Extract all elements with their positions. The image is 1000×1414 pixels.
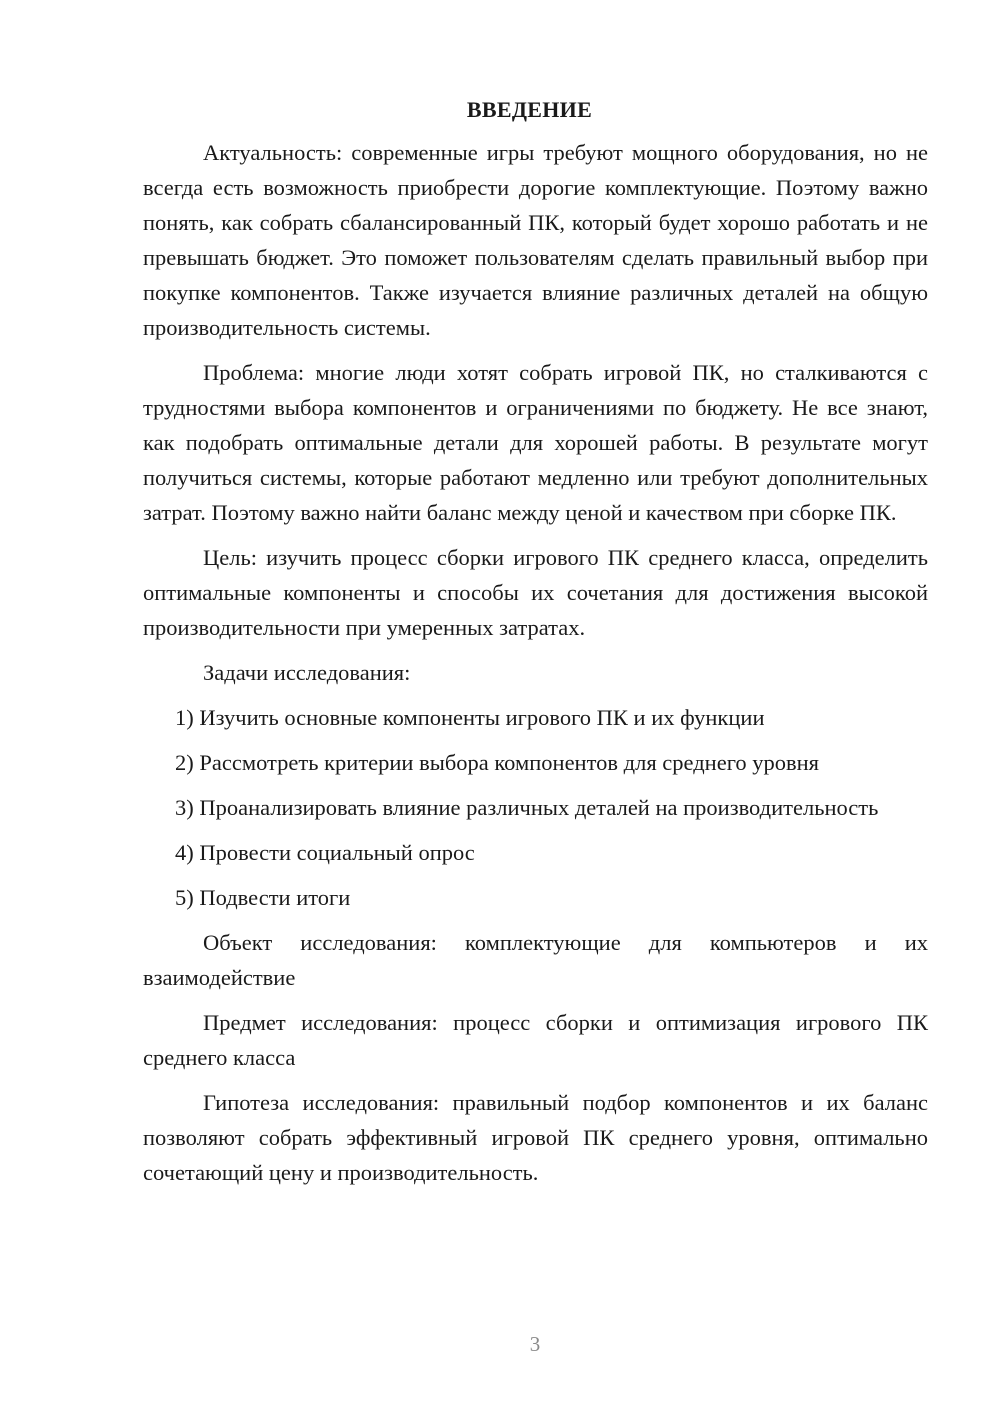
page-number: 3 — [529, 1332, 541, 1356]
tasks-heading: Задачи исследования: — [203, 660, 411, 685]
relevance-paragraph: Актуальность: современные игры требуют мощного оборудования, но не всегда есть возможность приобрести дорогие комплектующие. Поэтому важно понять, как собрать сбалансированный ПК, который будет хорошо работать и не превышать бюджет. Это поможет пользователям сделать правильный выбор при покупке компонентов. Также изучается влияние различных деталей на общую производительность системы. — [143, 140, 928, 340]
task-item-3: 3) Проанализировать влияние различных деталей на производительность — [175, 795, 879, 820]
page-title: ВВЕДЕНИЕ — [466, 97, 593, 122]
problem-paragraph: Проблема: многие люди хотят собрать игровой ПК, но сталкиваются с трудностями выбора компонентов и ограничениями по бюджету. Не все знают, как подобрать оптимальные детали для хорошей работы. В результате могут получиться системы, которые работают медленно или требуют дополнительных затрат. Поэтому важно найти баланс между ценой и качеством при сборке ПК. — [143, 360, 928, 525]
goal-paragraph: Цель: изучить процесс сборки игрового ПК среднего класса, определить оптимальные компоненты и способы их сочетания для достижения высокой производительности при умеренных затратах. — [143, 545, 928, 640]
task-item-1: 1) Изучить основные компоненты игрового ПК и их функции — [175, 705, 765, 730]
subject-paragraph: Предмет исследования: процесс сборки и оптимизация игрового ПК среднего класса — [143, 1010, 928, 1070]
task-item-2: 2) Рассмотреть критерии выбора компонентов для среднего уровня — [175, 750, 819, 775]
hypothesis-paragraph: Гипотеза исследования: правильный подбор компонентов и их баланс позволяют собрать эффективный игровой ПК среднего уровня, оптимально сочетающий цену и производительность. — [143, 1090, 928, 1185]
task-item-5: 5) Подвести итоги — [175, 885, 351, 910]
task-item-4: 4) Провести социальный опрос — [175, 840, 475, 865]
object-paragraph: Объект исследования: комплектующие для компьютеров и их взаимодействие — [143, 930, 928, 990]
